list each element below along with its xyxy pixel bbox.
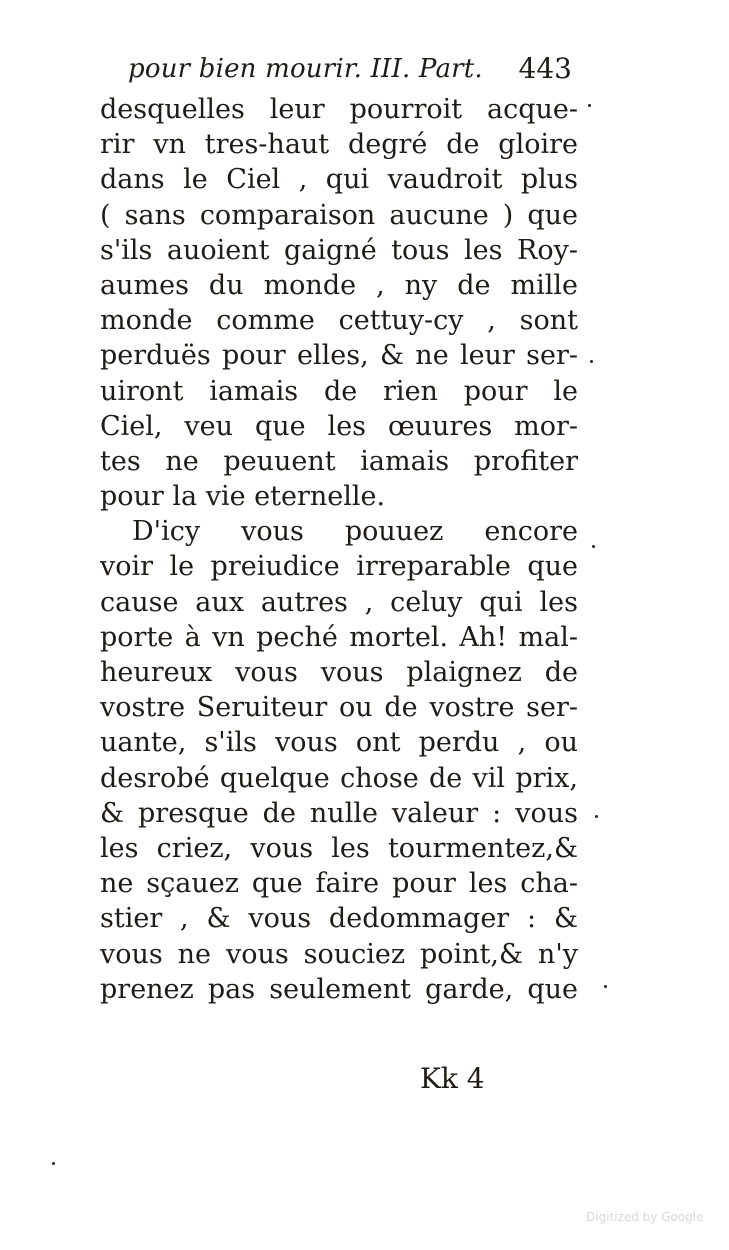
text-line: & presque de nulle valeur : vous [100, 797, 578, 829]
paragraph-end-line: pour la vie eternelle. [100, 481, 386, 513]
text-line: prenez pas seulement garde, que [100, 973, 578, 1005]
text-line: vostre Seruiteur ou de vostre ser- [100, 692, 578, 724]
text-line: heureux vous vous plaignez de [100, 657, 578, 688]
text-line: desquelles leur pourroit acque- [100, 94, 578, 125]
text-line: monde comme cettuy-cy , sont [100, 305, 578, 337]
text-line: uante, s'ils vous ont perdu , ou [100, 727, 578, 759]
text-line: ne sçauez que faire pour les cha- [100, 868, 578, 900]
text-line: cause aux autres , celuy qui les [100, 586, 578, 618]
text-line: stier , & vous dedommager : & [100, 903, 578, 935]
ink-speck [595, 815, 598, 818]
ink-speck [588, 104, 591, 107]
ink-speck [52, 1162, 55, 1165]
text-line: porte à vn peché mortel. Ah! mal- [100, 621, 578, 653]
text-line: aumes du monde , ny de mille [100, 269, 578, 301]
text-line: perduës pour elles, & ne leur ser- [100, 340, 578, 372]
text-line: tes ne peuuent iamais profiter [100, 445, 578, 477]
page-number: 443 [518, 52, 572, 85]
paragraph-start-line: D'icy vous pouuez encore [132, 516, 578, 548]
running-head-title: pour bien mourir. III. Part. [128, 54, 483, 84]
text-line: desrobé quelque chose de vil prix, [100, 762, 578, 794]
ink-speck [592, 545, 595, 548]
signature-mark: Kk 4 [420, 1062, 485, 1095]
ink-speck [590, 360, 593, 363]
running-head [128, 50, 578, 90]
text-line: vous ne vous souciez point,& n'y [100, 938, 578, 970]
digitizer-watermark: Digitized by Google [586, 1210, 704, 1224]
text-line: voir le preiudice irreparable que [100, 551, 578, 583]
text-line: uiront iamais de rien pour le [100, 375, 578, 407]
text-line: Ciel, veu que les œuures mor- [100, 410, 578, 442]
text-line: ( sans comparaison aucune ) que [100, 199, 578, 231]
text-line: les criez, vous les tourmentez,& [100, 832, 578, 864]
text-line: dans le Ciel , qui vaudroit plus [100, 164, 578, 196]
ink-speck [604, 985, 607, 988]
text-line: rir vn tres-haut degré de gloire [100, 129, 578, 161]
text-line: s'ils auoient gaigné tous les Roy- [100, 234, 578, 266]
body-text [100, 92, 578, 1007]
